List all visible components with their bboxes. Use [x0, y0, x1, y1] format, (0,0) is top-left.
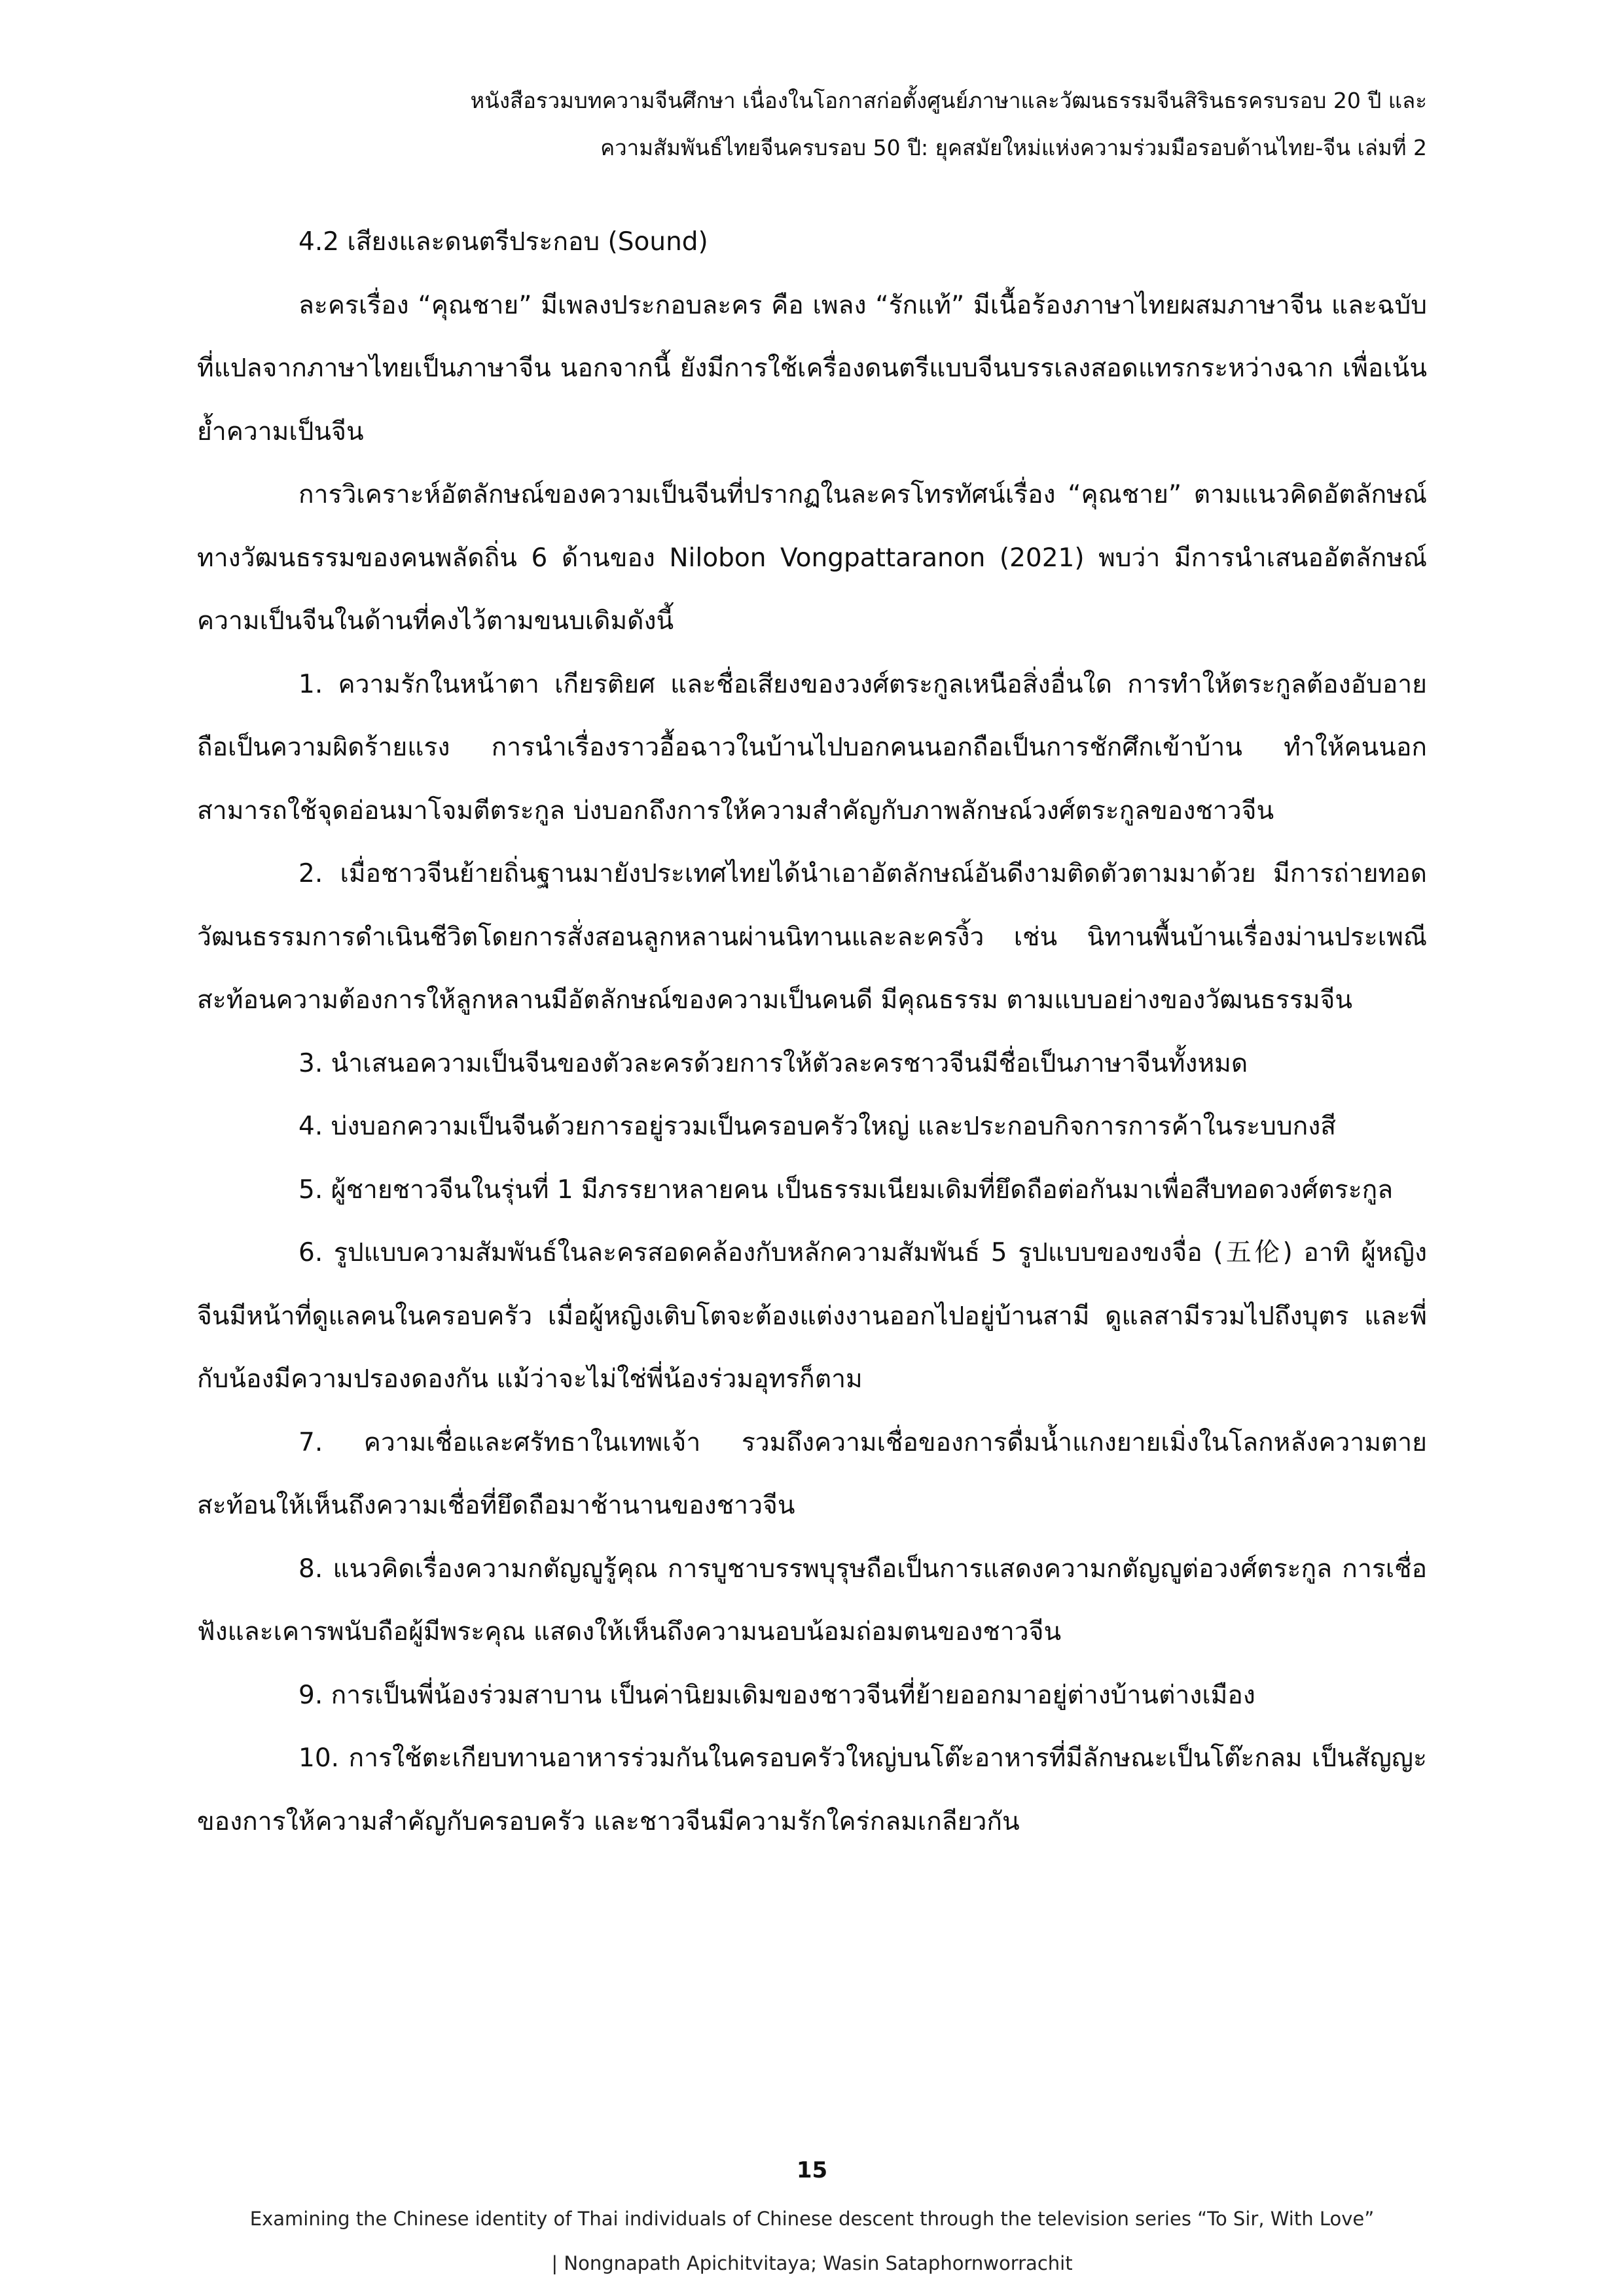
list-item: 9. การเป็นพี่น้องร่วมสาบาน เป็นค่านิยมเดิมของชาวจีนที่ย้ายออกมาอยู่ต่างบ้านต่างเมือง: [298, 1680, 1255, 1710]
list-item: 2. เมื่อชาวจีนย้ายถิ่นฐานมายังประเทศไทยได้นำเอาอัตลักษณ์อันดีงามติดตัวตามมาด้วย มีการถ่ายทอดวัฒนธรรมการดำเนินชีวิตโดยการสั่งสอนลูกหลานผ่านนิทานและละครงิ้ว เช่น นิทานพื้นบ้านเรื่องม่านประเพณี สะท้อนความต้องการให้ลูกหลานมีอัตลักษณ์ของความเป็นคนดี มีคุณธรรม ตามแบบอย่างของวัฒนธรรมจีน: [197, 859, 1427, 1015]
running-footer: [0, 2196, 1624, 2286]
list-item: 7. ความเชื่อและศรัทธาในเทพเจ้า รวมถึงความเชื่อของการดื่มน้ำแกงยายเมิ่งในโลกหลังความตาย สะท้อนให้เห็นถึงความเชื่อที่ยึดถือมาช้านานของชาวจีน: [197, 1427, 1427, 1520]
list-item: 3. นำเสนอความเป็นจีนของตัวละครด้วยการให้ตัวละครชาวจีนมีชื่อเป็นภาษาจีนทั้งหมด: [298, 1048, 1248, 1078]
section-heading-sound: 4.2 เสียงและดนตรีประกอบ (Sound): [298, 227, 708, 257]
paragraph: ละครเรื่อง “คุณชาย” มีเพลงประกอบละคร คือ เพลง “รักแท้” มีเนื้อร้องภาษาไทยผสมภาษาจีน และฉบับที่แปลจากภาษาไทยเป็นภาษาจีน นอกจากนี้ ยังมีการใช้เครื่องดนตรีแบบจีนบรรเลงสอดแทรกระหว่างฉาก เพื่อเน้นย้ำความเป็นจีน: [197, 290, 1427, 446]
header-line-1: หนังสือรวมบทความจีนศึกษา เนื่องในโอกาสก่อตั้งศูนย์ภาษาและวัฒนธรรมจีนสิรินธรครบรอบ 20 ปี และ: [470, 88, 1427, 113]
list-item: 10. การใช้ตะเกียบทานอาหารร่วมกันในครอบครัวใหญ่บนโต๊ะอาหารที่มีลักษณะเป็นโต๊ะกลม เป็นสัญญะของการให้ความสำคัญกับครอบครัว และชาวจีนมีความรักใคร่กลมเกลียวกัน: [197, 1743, 1427, 1836]
list-item: 6. รูปแบบความสัมพันธ์ในละครสอดคล้องกับหลักความสัมพันธ์ 5 รูปแบบของขงจื่อ (五伦) อาทิ ผู้หญิงจีนมีหน้าที่ดูแลคนในครอบครัว เมื่อผู้หญิงเติบโตจะต้องแต่งงานออกไปอยู่บ้านสามี ดูแลสามีรวมไปถึงบุตร และพี่กับน้องมีความปรองดองกัน แม้ว่าจะไม่ใช่พี่น้องร่วมอุทรก็ตาม: [197, 1238, 1427, 1394]
footer-line-2: | Nongnapath Apichitvitaya; Wasin Sataphornworrachit: [551, 2252, 1073, 2274]
running-header: [183, 77, 1427, 172]
paragraph: การวิเคราะห์อัตลักษณ์ของความเป็นจีนที่ปรากฏในละครโทรทัศน์เรื่อง “คุณชาย” ตามแนวคิดอัตลักษณ์ทางวัฒนธรรมของคนพลัดถิ่น 6 ด้านของ Nilobon Vongpattaranon (2021) พบว่า มีการนำเสนออัตลักษณ์ความเป็นจีนในด้านที่คงไว้ตามขนบเดิมดังนี้: [197, 480, 1427, 636]
body-text: [197, 211, 1427, 1853]
footer-line-1: Examining the Chinese identity of Thai individuals of Chinese descent through the television series “To Sir, With Love”: [249, 2208, 1375, 2230]
list-item: 4. บ่งบอกความเป็นจีนด้วยการอยู่รวมเป็นครอบครัวใหญ่ และประกอบกิจการการค้าในระบบกงสี: [298, 1112, 1337, 1141]
list-item: 8. แนวคิดเรื่องความกตัญญูรู้คุณ การบูชาบรรพบุรุษถือเป็นการแสดงความกตัญญูต่อวงศ์ตระกูล การเชื่อฟังและเคารพนับถือผู้มีพระคุณ แสดงให้เห็นถึงความนอบน้อมถ่อมตนของชาวจีน: [197, 1554, 1427, 1647]
list-item: 1. ความรักในหน้าตา เกียรติยศ และชื่อเสียงของวงศ์ตระกูลเหนือสิ่งอื่นใด การทำให้ตระกูลต้องอับอายถือเป็นความผิดร้ายแรง การนำเรื่องราวอื้อฉาวในบ้านไปบอกคนนอกถือเป็นการชักศึกเข้าบ้าน ทำให้คนนอกสามารถใช้จุดอ่อนมาโจมตีตระกูล บ่งบอกถึงการให้ความสำคัญกับภาพลักษณ์วงศ์ตระกูลของชาวจีน: [197, 669, 1427, 826]
header-line-2: ความสัมพันธ์ไทยจีนครบรอบ 50 ปี: ยุคสมัยใหม่แห่งความร่วมมือรอบด้านไทย-จีน เล่มที่ 2: [600, 135, 1427, 160]
list-item: 5. ผู้ชายชาวจีนในรุ่นที่ 1 มีภรรยาหลายคน เป็นธรรมเนียมเดิมที่ยึดถือต่อกันมาเพื่อสืบทอดวงศ์ตระกูล: [298, 1175, 1394, 1205]
page-number: 15: [796, 2157, 828, 2183]
